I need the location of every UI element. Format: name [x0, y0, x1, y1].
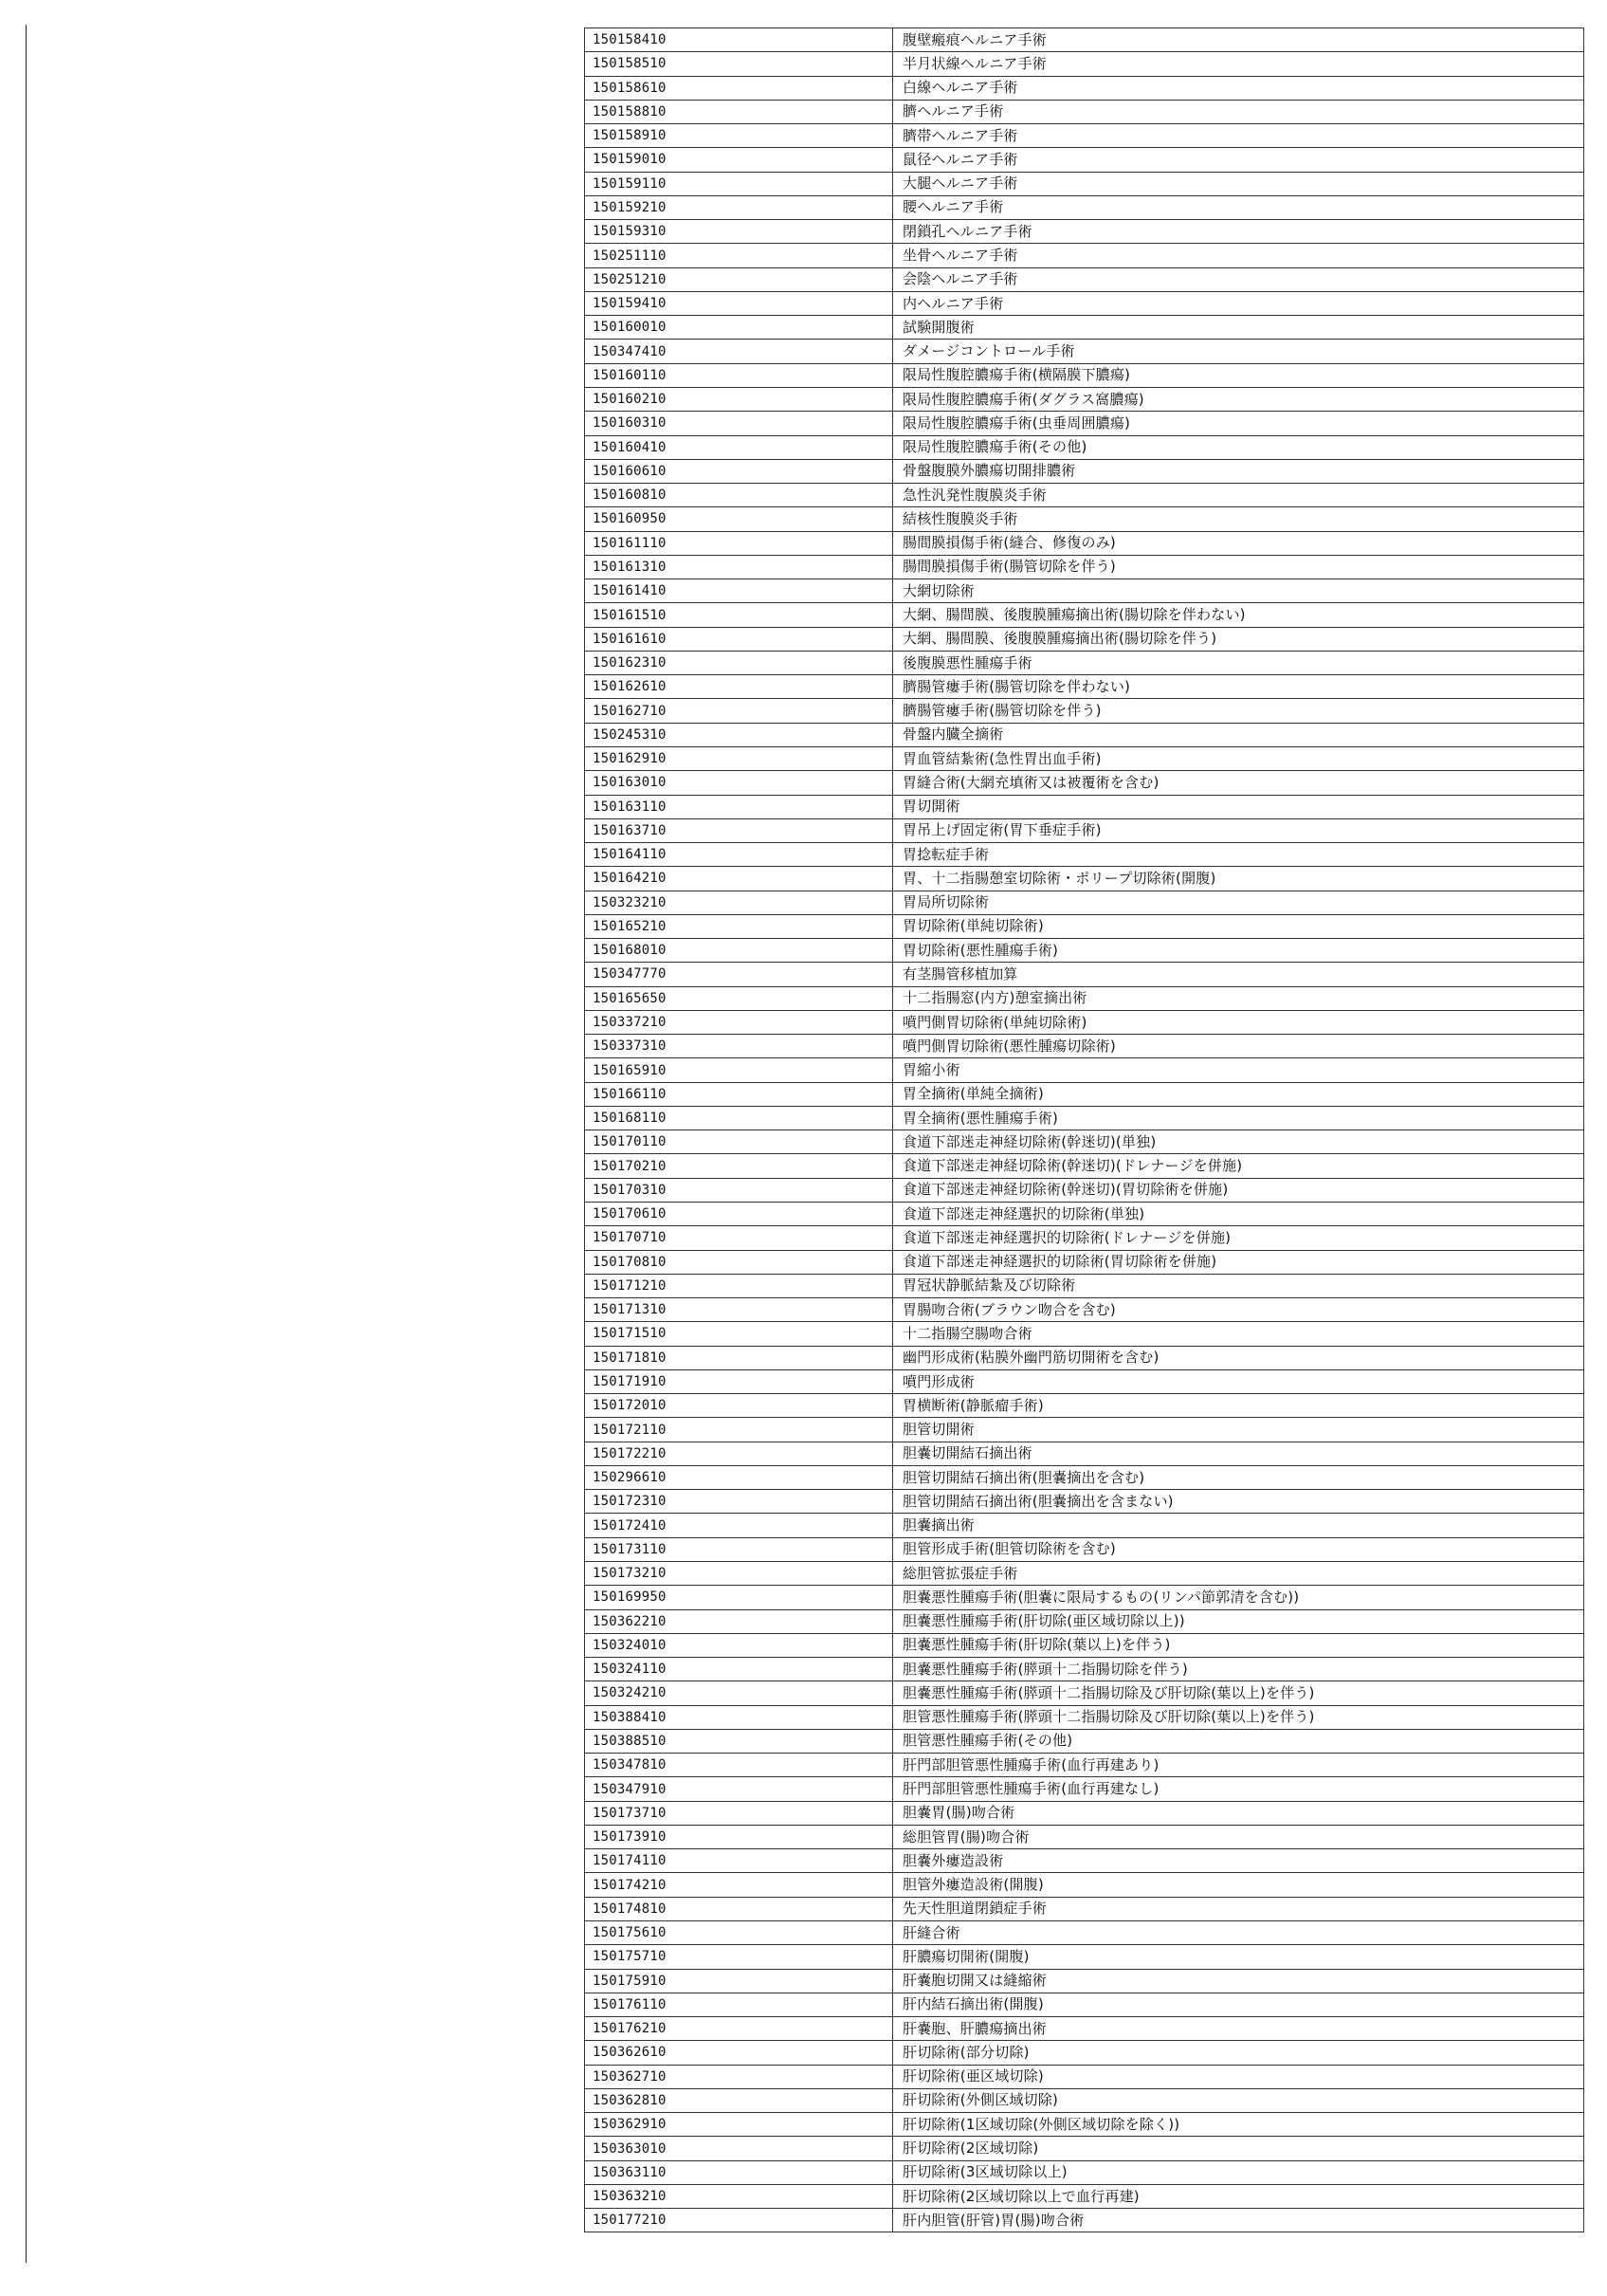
table-row	[585, 746, 1584, 770]
table-row	[585, 1178, 1584, 1202]
procedure-code-cell: 150164110	[585, 843, 893, 867]
procedure-name-cell: 胃全摘術(単純全摘術)	[893, 1082, 1584, 1106]
table-row	[585, 484, 1584, 507]
table-row	[585, 1729, 1584, 1753]
table-row	[585, 244, 1584, 267]
table-row	[585, 1609, 1584, 1633]
table-row	[585, 675, 1584, 699]
procedure-name-cell: 肝内結石摘出術(開腹)	[893, 1993, 1584, 2016]
procedure-code-cell: 150166110	[585, 1082, 893, 1106]
procedure-code-cell: 150158910	[585, 124, 893, 148]
procedure-code-cell: 150347410	[585, 340, 893, 363]
table-row	[585, 1658, 1584, 1681]
procedure-code-cell: 150171310	[585, 1298, 893, 1322]
procedure-name-cell: 胃腸吻合術(ブラウン吻合を含む)	[893, 1298, 1584, 1322]
procedure-code-cell: 150163710	[585, 818, 893, 842]
procedure-name-cell: ダメージコントロール手術	[893, 340, 1584, 363]
procedure-code-table	[584, 28, 1584, 2232]
table-row	[585, 195, 1584, 219]
table-row	[585, 28, 1584, 52]
procedure-code-cell: 150347770	[585, 963, 893, 986]
procedure-code-cell: 150173110	[585, 1537, 893, 1561]
procedure-name-cell: 肝切除術(亜区域切除)	[893, 2065, 1584, 2088]
procedure-name-cell: 限局性腹腔膿瘍手術(横隔膜下膿瘍)	[893, 363, 1584, 387]
procedure-code-cell: 150173910	[585, 1825, 893, 1848]
procedure-name-cell: 胃吊上げ固定術(胃下垂症手術)	[893, 818, 1584, 842]
table-row	[585, 795, 1584, 818]
table-row	[585, 220, 1584, 244]
table-row	[585, 1849, 1584, 1873]
table-row	[585, 507, 1584, 531]
procedure-name-cell: 胆嚢悪性腫瘍手術(膵頭十二指腸切除及び肝切除(葉以上)を伴う)	[893, 1681, 1584, 1705]
table-row	[585, 1130, 1584, 1154]
procedure-code-cell: 150172010	[585, 1394, 893, 1418]
table-row	[585, 1969, 1584, 1993]
procedure-code-cell: 150388510	[585, 1729, 893, 1753]
procedure-name-cell: 胆管外瘻造設術(開腹)	[893, 1873, 1584, 1897]
table-row	[585, 172, 1584, 195]
table-row	[585, 939, 1584, 963]
table-row	[585, 1250, 1584, 1274]
table-row	[585, 2184, 1584, 2208]
procedure-name-cell: 腹壁瘢痕ヘルニア手術	[893, 28, 1584, 52]
procedure-code-table-body	[585, 28, 1584, 2232]
table-row	[585, 1633, 1584, 1657]
procedure-code-cell: 150164210	[585, 867, 893, 891]
table-row	[585, 1873, 1584, 1897]
procedure-name-cell: 胃捻転症手術	[893, 843, 1584, 867]
procedure-name-cell: 肝切除術(外側区域切除)	[893, 2088, 1584, 2112]
procedure-name-cell: 肝切除術(部分切除)	[893, 2041, 1584, 2065]
procedure-name-cell: 総胆管胃(腸)吻合術	[893, 1825, 1584, 1848]
procedure-name-cell: 大網、腸間膜、後腹膜腫瘍摘出術(腸切除を伴わない)	[893, 603, 1584, 627]
table-row	[585, 52, 1584, 76]
procedure-code-cell: 150171210	[585, 1274, 893, 1297]
procedure-name-cell: 後腹膜悪性腫瘍手術	[893, 651, 1584, 674]
procedure-code-cell: 150168110	[585, 1106, 893, 1130]
procedure-name-cell: 試験開腹術	[893, 316, 1584, 340]
table-row	[585, 1754, 1584, 1777]
procedure-code-cell: 150159410	[585, 291, 893, 315]
table-row	[585, 555, 1584, 579]
procedure-name-cell: 臍帯ヘルニア手術	[893, 124, 1584, 148]
procedure-code-cell: 150172210	[585, 1442, 893, 1465]
table-row	[585, 1369, 1584, 1393]
procedure-name-cell: 胆嚢摘出術	[893, 1514, 1584, 1537]
procedure-name-cell: 胃全摘術(悪性腫瘍手術)	[893, 1106, 1584, 1130]
procedure-code-cell: 150158410	[585, 28, 893, 52]
procedure-name-cell: 食道下部迷走神経選択的切除術(単独)	[893, 1203, 1584, 1226]
procedure-code-cell: 150296610	[585, 1465, 893, 1489]
procedure-code-cell: 150162610	[585, 675, 893, 699]
procedure-code-cell: 150323210	[585, 891, 893, 914]
procedure-code-cell: 150324110	[585, 1658, 893, 1681]
procedure-code-cell: 150165210	[585, 914, 893, 938]
procedure-code-cell: 150251210	[585, 267, 893, 291]
table-row	[585, 1897, 1584, 1920]
procedure-code-cell: 150161110	[585, 531, 893, 555]
table-row	[585, 1537, 1584, 1561]
procedure-code-cell: 150159210	[585, 195, 893, 219]
procedure-name-cell: 腰ヘルニア手術	[893, 195, 1584, 219]
procedure-name-cell: 肝切除術(2区域切除)	[893, 2137, 1584, 2160]
table-row	[585, 387, 1584, 411]
table-row	[585, 267, 1584, 291]
procedure-name-cell: 胃縮小術	[893, 1058, 1584, 1082]
table-row	[585, 531, 1584, 555]
procedure-name-cell: 腸間膜損傷手術(縫合、修復のみ)	[893, 531, 1584, 555]
procedure-name-cell: 先天性胆道閉鎖症手術	[893, 1897, 1584, 1920]
procedure-code-cell: 150175910	[585, 1969, 893, 1993]
table-row	[585, 1106, 1584, 1130]
table-row	[585, 2088, 1584, 2112]
procedure-name-cell: 大腿ヘルニア手術	[893, 172, 1584, 195]
procedure-code-cell: 150170110	[585, 1130, 893, 1154]
procedure-name-cell: 食道下部迷走神経切除術(幹迷切)(胃切除術を併施)	[893, 1178, 1584, 1202]
table-row	[585, 363, 1584, 387]
table-row	[585, 986, 1584, 1010]
table-row	[585, 2113, 1584, 2137]
table-row	[585, 412, 1584, 435]
procedure-name-cell: 噴門側胃切除術(単純切除術)	[893, 1010, 1584, 1034]
table-row	[585, 771, 1584, 795]
procedure-code-cell: 150172110	[585, 1418, 893, 1442]
procedure-name-cell: 肝門部胆管悪性腫瘍手術(血行再建あり)	[893, 1754, 1584, 1777]
table-row	[585, 1058, 1584, 1082]
procedure-name-cell: 肝嚢胞、肝膿瘍摘出術	[893, 2017, 1584, 2041]
procedure-name-cell: 結核性腹膜炎手術	[893, 507, 1584, 531]
procedure-code-cell: 150174110	[585, 1849, 893, 1873]
procedure-name-cell: 肝切除術(3区域切除以上)	[893, 2160, 1584, 2184]
table-row	[585, 1346, 1584, 1369]
procedure-code-cell: 150170710	[585, 1226, 893, 1250]
procedure-name-cell: 胆嚢胃(腸)吻合術	[893, 1801, 1584, 1825]
procedure-name-cell: 胆管切開術	[893, 1418, 1584, 1442]
procedure-code-cell: 150160310	[585, 412, 893, 435]
procedure-code-cell: 150160810	[585, 484, 893, 507]
procedure-code-cell: 150158810	[585, 100, 893, 123]
procedure-code-cell: 150176110	[585, 1993, 893, 2016]
procedure-code-cell: 150362710	[585, 2065, 893, 2088]
table-row	[585, 867, 1584, 891]
procedure-code-cell: 150169950	[585, 1586, 893, 1609]
procedure-code-cell: 150171810	[585, 1346, 893, 1369]
table-row	[585, 1490, 1584, 1514]
procedure-code-cell: 150161410	[585, 579, 893, 603]
procedure-code-cell: 150177210	[585, 2209, 893, 2232]
table-row	[585, 1298, 1584, 1322]
table-row	[585, 651, 1584, 674]
procedure-code-cell: 150174210	[585, 1873, 893, 1897]
procedure-code-cell: 150363110	[585, 2160, 893, 2184]
procedure-name-cell: 胆嚢外瘻造設術	[893, 1849, 1584, 1873]
table-row	[585, 124, 1584, 148]
table-row	[585, 1993, 1584, 2016]
procedure-code-cell: 150168010	[585, 939, 893, 963]
procedure-code-cell: 150163110	[585, 795, 893, 818]
table-row	[585, 1082, 1584, 1106]
table-row	[585, 1681, 1584, 1705]
table-row	[585, 148, 1584, 172]
page-left-rule	[26, 25, 27, 2263]
procedure-name-cell: 閉鎖孔ヘルニア手術	[893, 220, 1584, 244]
procedure-code-cell: 150173210	[585, 1562, 893, 1586]
procedure-name-cell: 総胆管拡張症手術	[893, 1562, 1584, 1586]
procedure-code-cell: 150347910	[585, 1777, 893, 1801]
procedure-name-cell: 腸間膜損傷手術(腸管切除を伴う)	[893, 555, 1584, 579]
procedure-name-cell: 白線ヘルニア手術	[893, 76, 1584, 100]
table-row	[585, 1394, 1584, 1418]
table-row	[585, 2065, 1584, 2088]
table-row	[585, 1562, 1584, 1586]
procedure-code-cell: 150163010	[585, 771, 893, 795]
procedure-name-cell: 骨盤腹膜外膿瘍切開排膿術	[893, 459, 1584, 483]
procedure-name-cell: 肝膿瘍切開術(開腹)	[893, 1945, 1584, 1969]
procedure-code-cell: 150174810	[585, 1897, 893, 1920]
table-row	[585, 459, 1584, 483]
procedure-code-cell: 150162910	[585, 746, 893, 770]
procedure-name-cell: 十二指腸空腸吻合術	[893, 1322, 1584, 1346]
table-row	[585, 723, 1584, 746]
procedure-code-cell: 150362210	[585, 1609, 893, 1633]
procedure-name-cell: 胃縫合術(大網充填術又は被覆術を含む)	[893, 771, 1584, 795]
procedure-name-cell: 胆嚢悪性腫瘍手術(膵頭十二指腸切除を伴う)	[893, 1658, 1584, 1681]
procedure-name-cell: 胆嚢悪性腫瘍手術(胆嚢に限局するもの(リンパ節郭清を含む))	[893, 1586, 1584, 1609]
table-row	[585, 1418, 1584, 1442]
table-row	[585, 100, 1584, 123]
procedure-name-cell: 噴門側胃切除術(悪性腫瘍切除術)	[893, 1035, 1584, 1058]
table-row	[585, 1777, 1584, 1801]
table-row	[585, 627, 1584, 651]
procedure-code-cell: 150162310	[585, 651, 893, 674]
table-row	[585, 1226, 1584, 1250]
procedure-code-cell: 150159010	[585, 148, 893, 172]
table-row	[585, 914, 1584, 938]
table-row	[585, 1801, 1584, 1825]
procedure-name-cell: 胃切除術(悪性腫瘍手術)	[893, 939, 1584, 963]
procedure-name-cell: 肝嚢胞切開又は縫縮術	[893, 1969, 1584, 1993]
procedure-name-cell: 臍ヘルニア手術	[893, 100, 1584, 123]
procedure-code-cell: 150161610	[585, 627, 893, 651]
procedure-code-cell: 150162710	[585, 699, 893, 723]
procedure-name-cell: 胆嚢悪性腫瘍手術(肝切除(葉以上)を伴う)	[893, 1633, 1584, 1657]
procedure-name-cell: 臍腸管瘻手術(腸管切除を伴わない)	[893, 675, 1584, 699]
procedure-name-cell: 肝門部胆管悪性腫瘍手術(血行再建なし)	[893, 1777, 1584, 1801]
procedure-code-cell: 150324210	[585, 1681, 893, 1705]
table-row	[585, 1274, 1584, 1297]
procedure-name-cell: 内ヘルニア手術	[893, 291, 1584, 315]
procedure-name-cell: 半月状線ヘルニア手術	[893, 52, 1584, 76]
procedure-name-cell: 鼠径ヘルニア手術	[893, 148, 1584, 172]
table-row	[585, 603, 1584, 627]
procedure-code-cell: 150159110	[585, 172, 893, 195]
procedure-name-cell: 胃血管結紮術(急性胃出血手術)	[893, 746, 1584, 770]
procedure-code-cell: 150160610	[585, 459, 893, 483]
table-row	[585, 340, 1584, 363]
table-row	[585, 1035, 1584, 1058]
table-row	[585, 2160, 1584, 2184]
procedure-name-cell: 骨盤内臓全摘術	[893, 723, 1584, 746]
procedure-name-cell: 肝縫合術	[893, 1920, 1584, 1944]
procedure-code-cell: 150160210	[585, 387, 893, 411]
procedure-name-cell: 食道下部迷走神経選択的切除術(ドレナージを併施)	[893, 1226, 1584, 1250]
procedure-code-cell: 150172310	[585, 1490, 893, 1514]
table-row	[585, 963, 1584, 986]
procedure-name-cell: 胆管切開結石摘出術(胆嚢摘出を含まない)	[893, 1490, 1584, 1514]
procedure-code-cell: 150160950	[585, 507, 893, 531]
table-row	[585, 1514, 1584, 1537]
procedure-name-cell: 食道下部迷走神経選択的切除術(胃切除術を併施)	[893, 1250, 1584, 1274]
table-row	[585, 891, 1584, 914]
procedure-name-cell: 肝切除術(2区域切除以上で血行再建)	[893, 2184, 1584, 2208]
procedure-code-cell: 150172410	[585, 1514, 893, 1537]
procedure-name-cell: 胃冠状静脈結紮及び切除術	[893, 1274, 1584, 1297]
procedure-name-cell: 胆嚢切開結石摘出術	[893, 1442, 1584, 1465]
procedure-code-cell: 150165650	[585, 986, 893, 1010]
table-row	[585, 2017, 1584, 2041]
procedure-code-cell: 150160010	[585, 316, 893, 340]
procedure-name-cell: 坐骨ヘルニア手術	[893, 244, 1584, 267]
procedure-name-cell: 肝内胆管(肝管)胃(腸)吻合術	[893, 2209, 1584, 2232]
procedure-name-cell: 胆管悪性腫瘍手術(膵頭十二指腸切除及び肝切除(葉以上)を伴う)	[893, 1705, 1584, 1729]
procedure-code-cell: 150337310	[585, 1035, 893, 1058]
table-row	[585, 435, 1584, 459]
procedure-name-cell: 噴門形成術	[893, 1369, 1584, 1393]
procedure-name-cell: 胃、十二指腸憩室切除術・ポリープ切除術(開腹)	[893, 867, 1584, 891]
procedure-name-cell: 胆管悪性腫瘍手術(その他)	[893, 1729, 1584, 1753]
table-row	[585, 843, 1584, 867]
procedure-code-cell: 150158610	[585, 76, 893, 100]
procedure-code-cell: 150363010	[585, 2137, 893, 2160]
procedure-name-cell: 有茎腸管移植加算	[893, 963, 1584, 986]
table-row	[585, 699, 1584, 723]
table-row	[585, 1442, 1584, 1465]
procedure-code-cell: 150170610	[585, 1203, 893, 1226]
procedure-name-cell: 十二指腸窓(内方)憩室摘出術	[893, 986, 1584, 1010]
procedure-code-cell: 150245310	[585, 723, 893, 746]
table-row	[585, 1586, 1584, 1609]
procedure-name-cell: 胃横断術(静脈瘤手術)	[893, 1394, 1584, 1418]
table-row	[585, 1322, 1584, 1346]
procedure-name-cell: 食道下部迷走神経切除術(幹迷切)(ドレナージを併施)	[893, 1154, 1584, 1178]
table-row	[585, 1825, 1584, 1848]
procedure-code-cell: 150363210	[585, 2184, 893, 2208]
procedure-name-cell: 胃切除術(単純切除術)	[893, 914, 1584, 938]
procedure-code-cell: 150176210	[585, 2017, 893, 2041]
procedure-name-cell: 食道下部迷走神経切除術(幹迷切)(単独)	[893, 1130, 1584, 1154]
table-row	[585, 1154, 1584, 1178]
procedure-name-cell: 胃切開術	[893, 795, 1584, 818]
procedure-code-cell: 150171510	[585, 1322, 893, 1346]
procedure-name-cell: 大網、腸間膜、後腹膜腫瘍摘出術(腸切除を伴う)	[893, 627, 1584, 651]
table-row	[585, 316, 1584, 340]
procedure-code-cell: 150160410	[585, 435, 893, 459]
procedure-name-cell: 胆嚢悪性腫瘍手術(肝切除(亜区域切除以上))	[893, 1609, 1584, 1633]
procedure-code-cell: 150324010	[585, 1633, 893, 1657]
procedure-code-cell: 150388410	[585, 1705, 893, 1729]
table-row	[585, 1465, 1584, 1489]
procedure-code-cell: 150170810	[585, 1250, 893, 1274]
table-row	[585, 1705, 1584, 1729]
table-row	[585, 2209, 1584, 2232]
procedure-code-cell: 150173710	[585, 1801, 893, 1825]
table-row	[585, 1010, 1584, 1034]
procedure-name-cell: 限局性腹腔膿瘍手術(ダグラス窩膿瘍)	[893, 387, 1584, 411]
procedure-name-cell: 胆管切開結石摘出術(胆嚢摘出を含む)	[893, 1465, 1584, 1489]
procedure-code-cell: 150362910	[585, 2113, 893, 2137]
procedure-code-cell: 150362610	[585, 2041, 893, 2065]
table-row	[585, 579, 1584, 603]
procedure-code-cell: 150175610	[585, 1920, 893, 1944]
procedure-code-cell: 150175710	[585, 1945, 893, 1969]
procedure-name-cell: 臍腸管瘻手術(腸管切除を伴う)	[893, 699, 1584, 723]
table-row	[585, 291, 1584, 315]
procedure-code-cell: 150165910	[585, 1058, 893, 1082]
table-row	[585, 1203, 1584, 1226]
table-row	[585, 818, 1584, 842]
procedure-name-cell: 肝切除術(1区域切除(外側区域切除を除く))	[893, 2113, 1584, 2137]
table-row	[585, 1920, 1584, 1944]
procedure-name-cell: 幽門形成術(粘膜外幽門筋切開術を含む)	[893, 1346, 1584, 1369]
procedure-name-cell: 限局性腹腔膿瘍手術(その他)	[893, 435, 1584, 459]
procedure-name-cell: 胃局所切除術	[893, 891, 1584, 914]
procedure-code-cell: 150160110	[585, 363, 893, 387]
procedure-code-cell: 150159310	[585, 220, 893, 244]
table-row	[585, 76, 1584, 100]
procedure-code-cell: 150337210	[585, 1010, 893, 1034]
procedure-code-cell: 150362810	[585, 2088, 893, 2112]
table-row	[585, 2137, 1584, 2160]
procedure-name-cell: 限局性腹腔膿瘍手術(虫垂周囲膿瘍)	[893, 412, 1584, 435]
procedure-code-cell: 150161310	[585, 555, 893, 579]
procedure-code-cell: 150170310	[585, 1178, 893, 1202]
procedure-code-cell: 150347810	[585, 1754, 893, 1777]
procedure-code-cell: 150170210	[585, 1154, 893, 1178]
table-row	[585, 2041, 1584, 2065]
table-row	[585, 1945, 1584, 1969]
procedure-code-cell: 150161510	[585, 603, 893, 627]
procedure-name-cell: 会陰ヘルニア手術	[893, 267, 1584, 291]
procedure-name-cell: 急性汎発性腹膜炎手術	[893, 484, 1584, 507]
procedure-name-cell: 大網切除術	[893, 579, 1584, 603]
procedure-code-cell: 150251110	[585, 244, 893, 267]
procedure-name-cell: 胆管形成手術(胆管切除術を含む)	[893, 1537, 1584, 1561]
procedure-code-cell: 150171910	[585, 1369, 893, 1393]
procedure-code-cell: 150158510	[585, 52, 893, 76]
